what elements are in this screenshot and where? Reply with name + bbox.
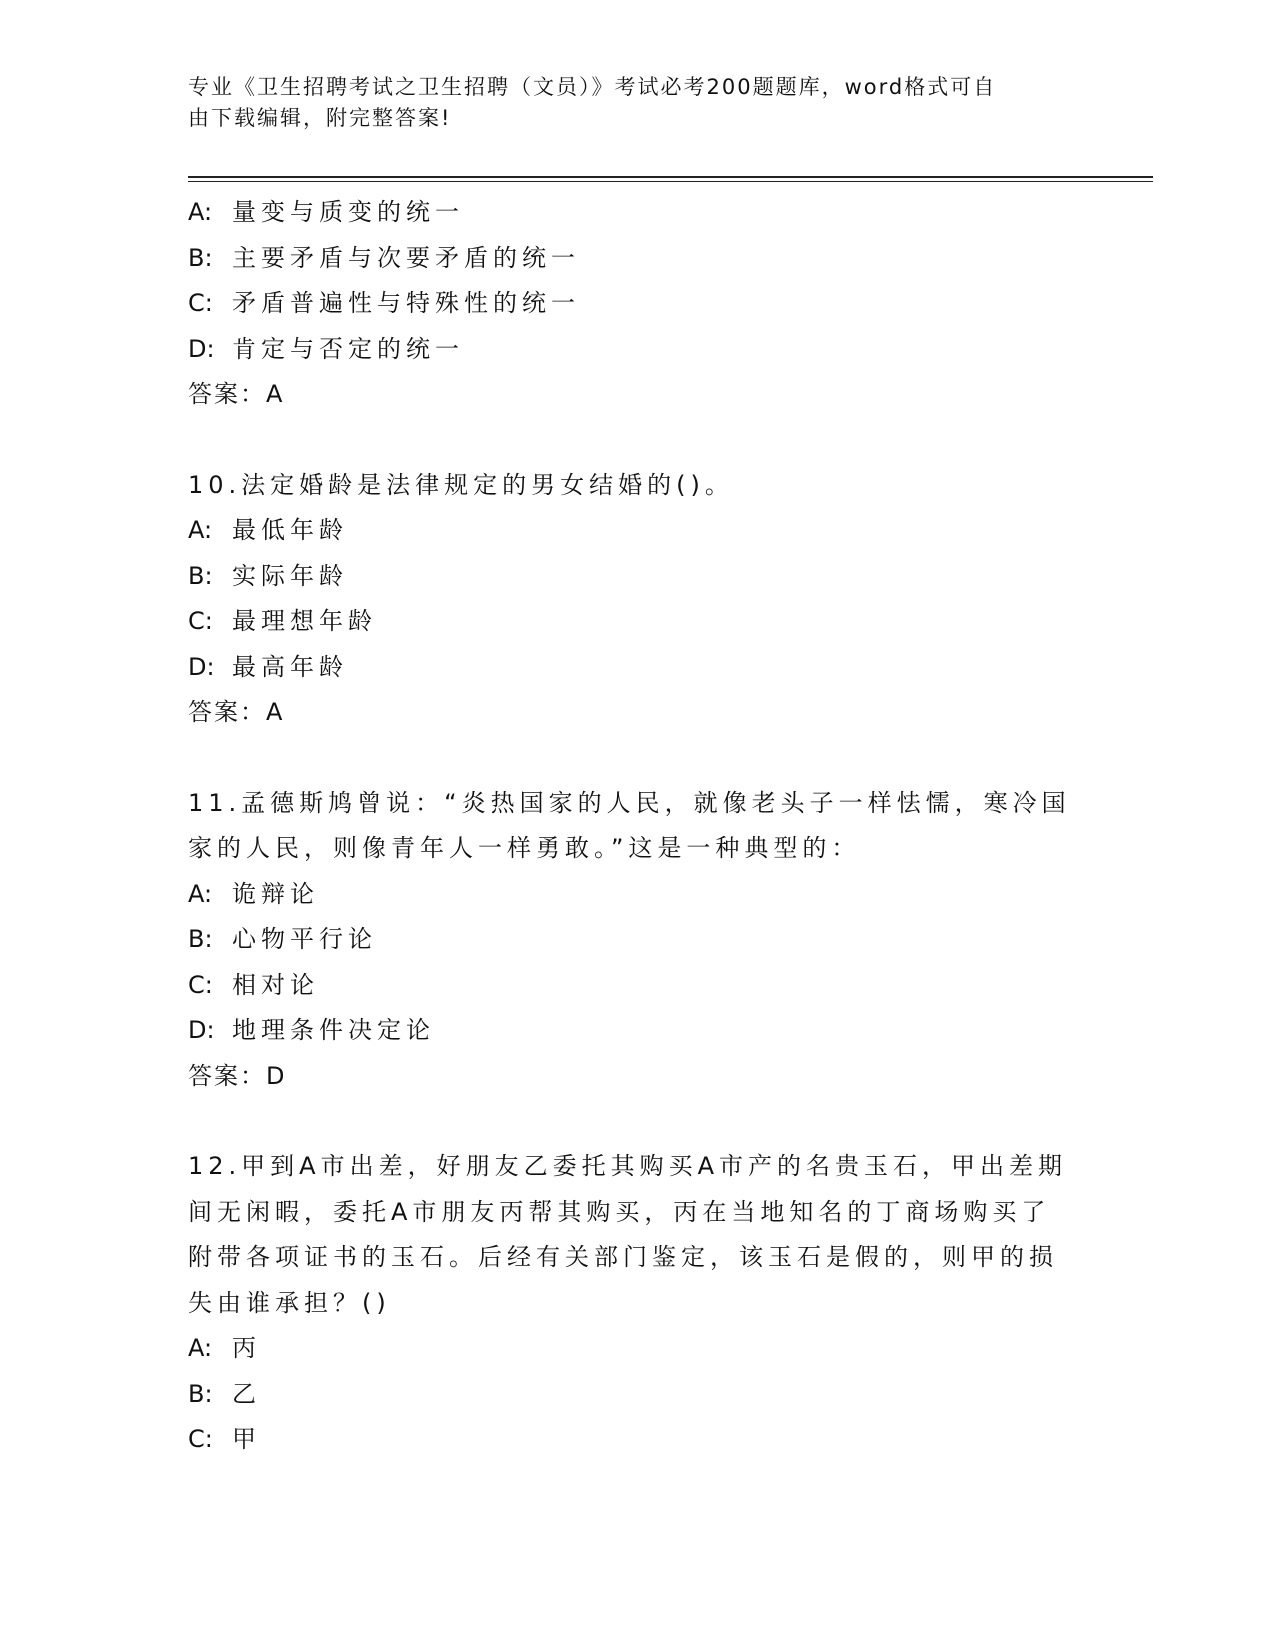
option-text: 乙 xyxy=(232,1379,261,1408)
answer-line: 答案：A xyxy=(188,380,285,408)
option-text: 心物平行论 xyxy=(232,925,377,953)
option-b xyxy=(188,236,1078,282)
option-text: 实际年龄 xyxy=(232,561,348,590)
question-12 xyxy=(188,1144,1078,1463)
question-list xyxy=(188,190,1078,1463)
option-c xyxy=(188,281,1078,327)
option-a xyxy=(188,508,1078,554)
option-label: C: xyxy=(188,1425,213,1453)
option-label: B: xyxy=(188,243,213,272)
question-stem: 10.法定婚龄是法律规定的男女结婚的()。 xyxy=(188,470,734,499)
header-line-2: 由下载编辑，附完整答案! xyxy=(188,106,452,130)
question-spacer xyxy=(188,736,1078,781)
answer-line: 答案：A xyxy=(188,698,285,726)
option-label: C: xyxy=(188,970,213,999)
option-b xyxy=(188,1372,1078,1418)
option-c xyxy=(188,599,1078,645)
option-label: A: xyxy=(188,198,213,226)
header-divider-thick xyxy=(188,176,1153,178)
option-text: 最理想年龄 xyxy=(232,607,377,635)
option-label: A: xyxy=(188,1334,213,1362)
option-label: D: xyxy=(188,1016,215,1044)
option-label: A: xyxy=(188,879,213,908)
question-spacer xyxy=(188,418,1078,463)
option-label: D: xyxy=(188,334,215,363)
option-a xyxy=(188,872,1078,918)
option-c xyxy=(188,1417,1078,1463)
option-b xyxy=(188,917,1078,963)
document-header xyxy=(188,72,1068,134)
option-text: 相对论 xyxy=(232,970,319,999)
option-text: 最高年龄 xyxy=(232,652,348,681)
option-text: 丙 xyxy=(232,1334,261,1362)
header-divider-thin xyxy=(188,181,1153,182)
option-label: B: xyxy=(188,925,213,953)
option-text: 肯定与否定的统一 xyxy=(232,334,464,363)
option-label: B: xyxy=(188,1379,213,1408)
option-text: 矛盾普遍性与特殊性的统一 xyxy=(232,289,580,317)
option-d xyxy=(188,327,1078,373)
option-c xyxy=(188,963,1078,1009)
option-d xyxy=(188,645,1078,691)
question-9 xyxy=(188,190,1078,418)
option-text: 量变与质变的统一 xyxy=(232,198,464,226)
option-label: C: xyxy=(188,289,213,317)
question-spacer xyxy=(188,1099,1078,1144)
answer-line: 答案：D xyxy=(188,1061,287,1090)
option-a xyxy=(188,1326,1078,1372)
question-stem: 11.孟德斯鸠曾说：“炎热国家的人民，就像老头子一样怯懦，寒冷国家的人民，则像青年人一样勇敢。”这是一种典型的： xyxy=(188,788,1071,862)
question-10 xyxy=(188,463,1078,736)
option-text: 最低年龄 xyxy=(232,516,348,544)
option-label: A: xyxy=(188,516,213,544)
option-text: 地理条件决定论 xyxy=(232,1016,435,1044)
option-text: 甲 xyxy=(232,1425,261,1453)
option-label: C: xyxy=(188,607,213,635)
question-11 xyxy=(188,781,1078,1100)
option-text: 主要矛盾与次要矛盾的统一 xyxy=(232,243,580,272)
option-label: B: xyxy=(188,561,213,590)
option-text: 诡辩论 xyxy=(232,879,319,908)
option-a xyxy=(188,190,1078,236)
header-line-1: 专业《卫生招聘考试之卫生招聘（文员）》考试必考200题题库，word格式可自 xyxy=(188,75,997,99)
option-b xyxy=(188,554,1078,600)
option-d xyxy=(188,1008,1078,1054)
option-label: D: xyxy=(188,652,215,681)
question-stem: 12.甲到A市出差，好朋友乙委托其购买A市产的名贵玉石，甲出差期间无闲暇，委托A市朋友丙帮其购买，丙在当地知名的丁商场购买了附带各项证书的玉石。后经有关部门鉴定，该玉石是假的，则甲的损失由谁承担？() xyxy=(188,1152,1068,1317)
